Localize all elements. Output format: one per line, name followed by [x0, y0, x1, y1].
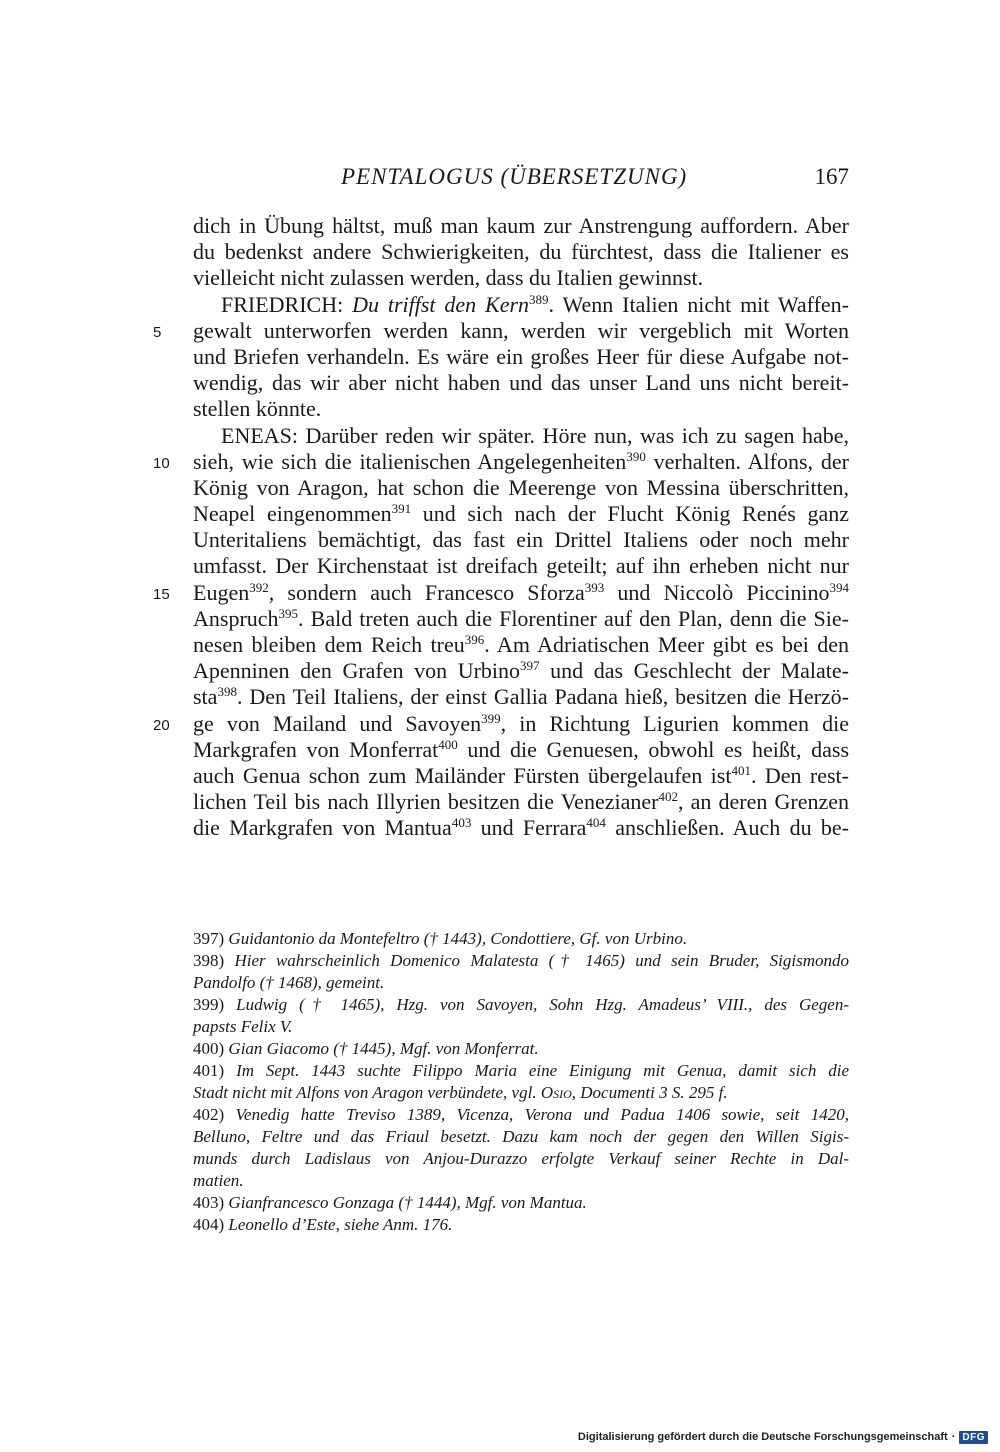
text-line: wendig, das wir aber nicht haben und das unser Land uns nicht bereit-: [193, 370, 849, 396]
footnote-ref: 404: [586, 815, 606, 831]
line-number: 5: [153, 323, 162, 341]
text-line: Anspruch$^{395}$. Bald treten auch die Florentiner auf den Plan, denn die Sie-: [193, 605, 849, 631]
text-line: Unteritaliens bemächtigt, das fast ein Drittel Italiens oder noch mehr: [193, 527, 849, 553]
text-line: ENEAS: Darüber reden wir später. Höre nun, was ich zu sagen habe,: [221, 422, 849, 448]
footnote-ref: 393: [584, 579, 605, 595]
footnote: 402) Venedig hatte Treviso 1389, Vicenza, Verona und Padua 1406 sowie, seit 1420,: [193, 1105, 849, 1124]
line-number: 20: [153, 716, 170, 734]
text-line: Apenninen den Grafen von Urbino$^{397}$ und das Geschlecht der Malate-: [193, 658, 849, 684]
footnote-ref: 402: [658, 789, 678, 805]
footnote-ref: 401: [731, 762, 751, 778]
text-line: 10 sieh, wie sich die italienischen Angelegenheiten$^{390}$ verhalten. Alfons, der: [193, 449, 849, 475]
footnote-ref: 391: [391, 501, 412, 517]
text-line: nesen bleiben dem Reich treu$^{396}$. Am Adriatischen Meer gibt es bei den: [193, 632, 849, 657]
text-line: Neapel eingenommen$^{391}$ und sich nach der Flucht König Renés ganz: [193, 501, 849, 527]
footnote-continuation: matien.: [193, 1171, 244, 1190]
footnote-ref: 396: [464, 632, 485, 647]
footnote: 403) Gianfrancesco Gonzaga († 1444), Mgf. von Mantua.: [193, 1193, 587, 1212]
text-line: 20 ge von Mailand und Savoyen$^{399}$, in Richtung Ligurien kommen die: [193, 711, 849, 737]
footnote: 398) Hier wahrscheinlich Domenico Malatesta († 1465) und sein Bruder, Sigismondo: [193, 951, 849, 970]
footnote-continuation: Belluno, Feltre und das Friaul besetzt. Dazu kam noch der gegen den Willen Sigis-: [193, 1127, 849, 1146]
footnote-ref: 399: [481, 710, 501, 726]
dfg-logo: DFG: [959, 1431, 988, 1444]
footnote-ref: 392: [249, 579, 269, 595]
footnote-continuation: papsts Felix V.: [193, 1017, 293, 1036]
running-title: PENTALOGUS (ÜBERSETZUNG): [341, 164, 688, 189]
footnote-ref: 400: [438, 736, 458, 752]
footnote: 404) Leonello d’Este, siehe Anm. 176.: [193, 1215, 453, 1234]
page-header: [193, 164, 849, 194]
footnote: 401) Im Sept. 1443 suchte Filippo Maria eine Einigung mit Genua, damit sich die: [193, 1061, 849, 1080]
text-line: dich in Übung hältst, muß man kaum zur Anstrengung auffordern. Aber: [193, 213, 849, 238]
text-line: vielleicht nicht zulassen werden, dass du Italien gewinnst.: [193, 265, 704, 291]
footnotes: [193, 928, 849, 1236]
line-number: 15: [153, 585, 170, 603]
text-line: König von Aragon, hat schon die Meerenge von Messina überschritten,: [193, 474, 849, 500]
line-number: 10: [153, 454, 170, 472]
footnote: 399) Ludwig († 1465), Hzg. von Savoyen, Sohn Hzg. Amadeus’ VIII., des Gegen-: [193, 995, 849, 1014]
footnote-ref: 394: [829, 579, 850, 595]
footnote-ref: 403: [451, 815, 472, 831]
funding-footer: Digitalisierung gefördert durch die Deutsche Forschungsgemeinschaft · DFG: [578, 1428, 988, 1446]
text-line: FRIEDRICH: Du triffst den Kern$^{389}$. Wenn Italien nicht mit Waffen-: [221, 291, 849, 317]
footnote-ref: 397: [520, 658, 540, 674]
footnote-continuation: munds durch Ladislaus von Anjou-Durazzo erfolgte Verkauf seiner Rechte in Dal-: [193, 1149, 849, 1168]
text-line: umfasst. Der Kirchenstaat ist dreifach geteilt; auf ihn erheben nicht nur: [193, 553, 849, 579]
funding-note: Digitalisierung gefördert durch die Deutsche Forschungsgemeinschaft: [577, 1431, 948, 1443]
text-line: 15 Eugen$^{392}$, sondern auch Francesco Sforza$^{393}$ und Niccolò Piccinino$^{394}$: [193, 580, 849, 606]
text-line: und Briefen verhandeln. Es wäre ein großes Heer für diese Aufgabe not-: [193, 343, 849, 369]
footnote-ref: 390: [626, 448, 646, 464]
footnote-continuation: Stadt nicht mit Alfons von Aragon verbündete, vgl. Osio, Documenti 3 S. 295 f.: [193, 1083, 728, 1102]
footnote-ref: 398: [217, 684, 237, 700]
text-line: 5 gewalt unterworfen werden kann, werden wir vergeblich mit Worten: [193, 318, 849, 344]
footnote: 397) Guidantonio da Montefeltro († 1443), Condottiere, Gf. von Urbino.: [193, 929, 688, 948]
text-line: du bedenkst andere Schwierigkeiten, du fürchtest, dass die Italiener es: [193, 239, 849, 265]
text-line: die Markgrafen von Mantua$^{403}$ und Ferrara$^{404}$ anschließen. Auch du be-: [193, 815, 849, 841]
text-line: lichen Teil bis nach Illyrien besitzen die Venezianer$^{402}$, an deren Grenzen: [193, 789, 849, 815]
text-line: sta$^{398}$. Den Teil Italiens, der einst Gallia Padana hieß, besitzen die Herzö-: [193, 684, 849, 710]
footnote-ref: 395: [278, 605, 299, 621]
footnote-continuation: Pandolfo († 1468), gemeint.: [193, 973, 385, 992]
footnote-ref: 389: [529, 291, 549, 307]
text-line: auch Genua schon zum Mailänder Fürsten übergelaufen ist$^{401}$. Den rest-: [193, 762, 849, 788]
text-line: stellen könnte.: [193, 396, 322, 422]
footnote: 400) Gian Giacomo († 1445), Mgf. von Monferrat.: [193, 1039, 539, 1058]
main-text: [153, 213, 850, 842]
text-line: Markgrafen von Monferrat$^{400}$ und die Genuesen, obwohl es heißt, dass: [193, 736, 850, 762]
page-number: 167: [814, 164, 849, 189]
